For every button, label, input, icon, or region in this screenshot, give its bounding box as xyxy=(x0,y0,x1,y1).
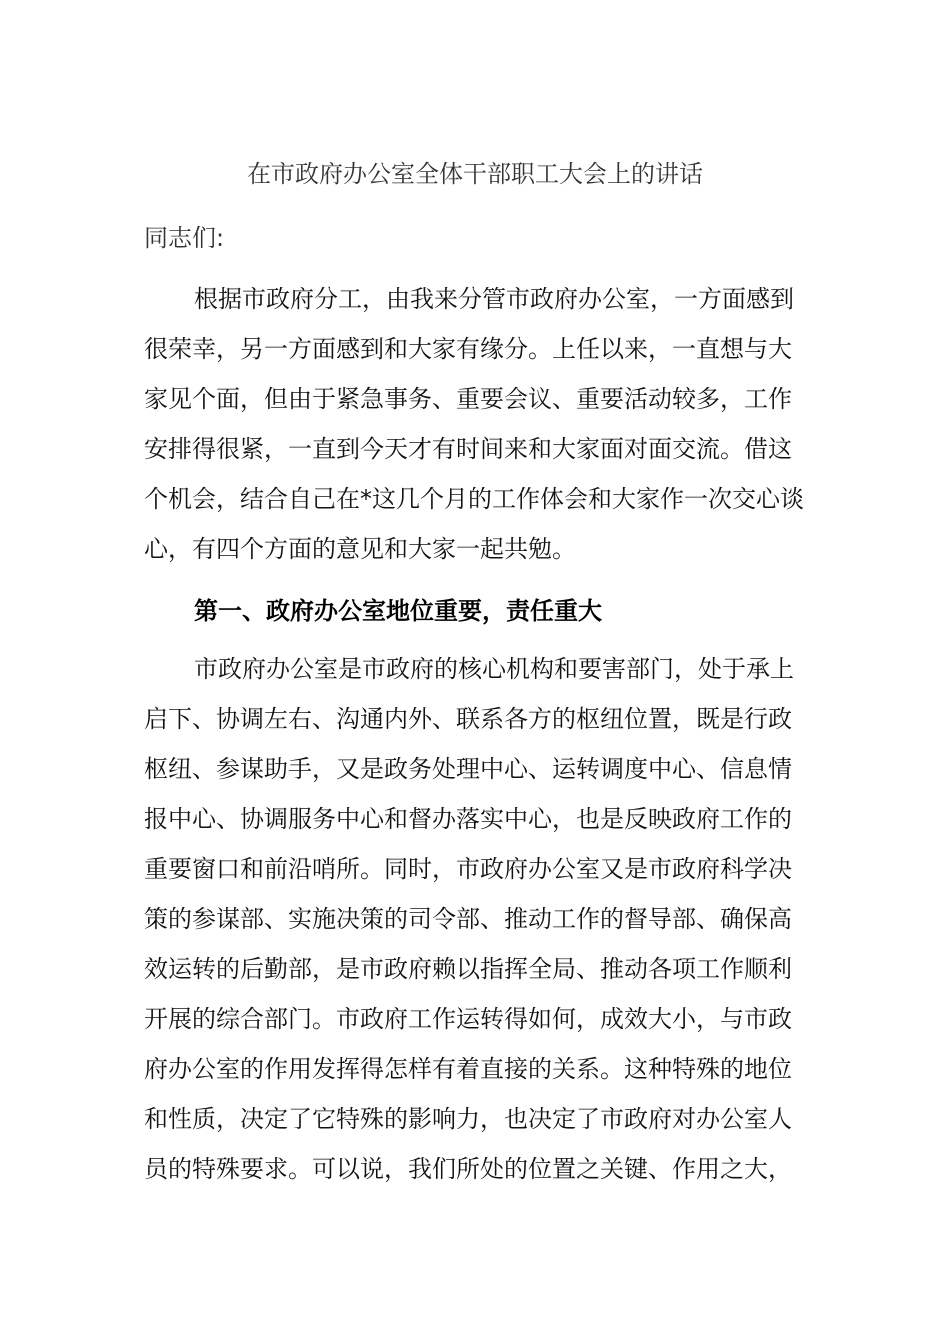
paragraph-line: 根据市政府分工，由我来分管市政府办公室，一方面感到 xyxy=(194,285,794,313)
section-heading: 第一、政府办公室地位重要，责任重大 xyxy=(194,597,602,625)
paragraph-line: 安排得很紧，一直到今天才有时间来和大家面对面交流。借这 xyxy=(144,435,792,463)
paragraph-line: 员的特殊要求。可以说，我们所处的位置之关键、作用之大， xyxy=(144,1155,792,1183)
document-title: 在市政府办公室全体干部职工大会上的讲话 xyxy=(247,160,703,188)
paragraph-line: 和性质，决定了它特殊的影响力，也决定了市政府对办公室人 xyxy=(144,1105,792,1133)
paragraph-line: 启下、协调左右、沟通内外、联系各方的枢纽位置，既是行政 xyxy=(144,705,792,733)
paragraph-section-one xyxy=(144,644,814,1194)
paragraph-line: 很荣幸，另一方面感到和大家有缘分。上任以来，一直想与大 xyxy=(144,335,792,363)
paragraph-line: 个机会，结合自己在*这几个月的工作体会和大家作一次交心谈 xyxy=(144,485,804,513)
paragraph-line: 开展的综合部门。市政府工作运转得如何，成效大小，与市政 xyxy=(144,1005,792,1033)
paragraph-line: 家见个面，但由于紧急事务、重要会议、重要活动较多，工作 xyxy=(144,385,792,413)
paragraph-intro xyxy=(144,274,814,574)
paragraph-line: 枢纽、参谋助手，又是政务处理中心、运转调度中心、信息情 xyxy=(144,755,792,783)
paragraph-line: 效运转的后勤部，是市政府赖以指挥全局、推动各项工作顺利 xyxy=(144,955,792,983)
paragraph-line: 策的参谋部、实施决策的司令部、推动工作的督导部、确保高 xyxy=(144,905,792,933)
paragraph-line: 府办公室的作用发挥得怎样有着直接的关系。这种特殊的地位 xyxy=(144,1055,792,1083)
paragraph-line: 报中心、协调服务中心和督办落实中心，也是反映政府工作的 xyxy=(144,805,792,833)
paragraph-line: 重要窗口和前沿哨所。同时，市政府办公室又是市政府科学决 xyxy=(144,855,792,883)
salutation: 同志们: xyxy=(144,224,225,252)
paragraph-line: 市政府办公室是市政府的核心机构和要害部门，处于承上 xyxy=(194,655,794,683)
paragraph-line: 心，有四个方面的意见和大家一起共勉。 xyxy=(144,535,576,563)
